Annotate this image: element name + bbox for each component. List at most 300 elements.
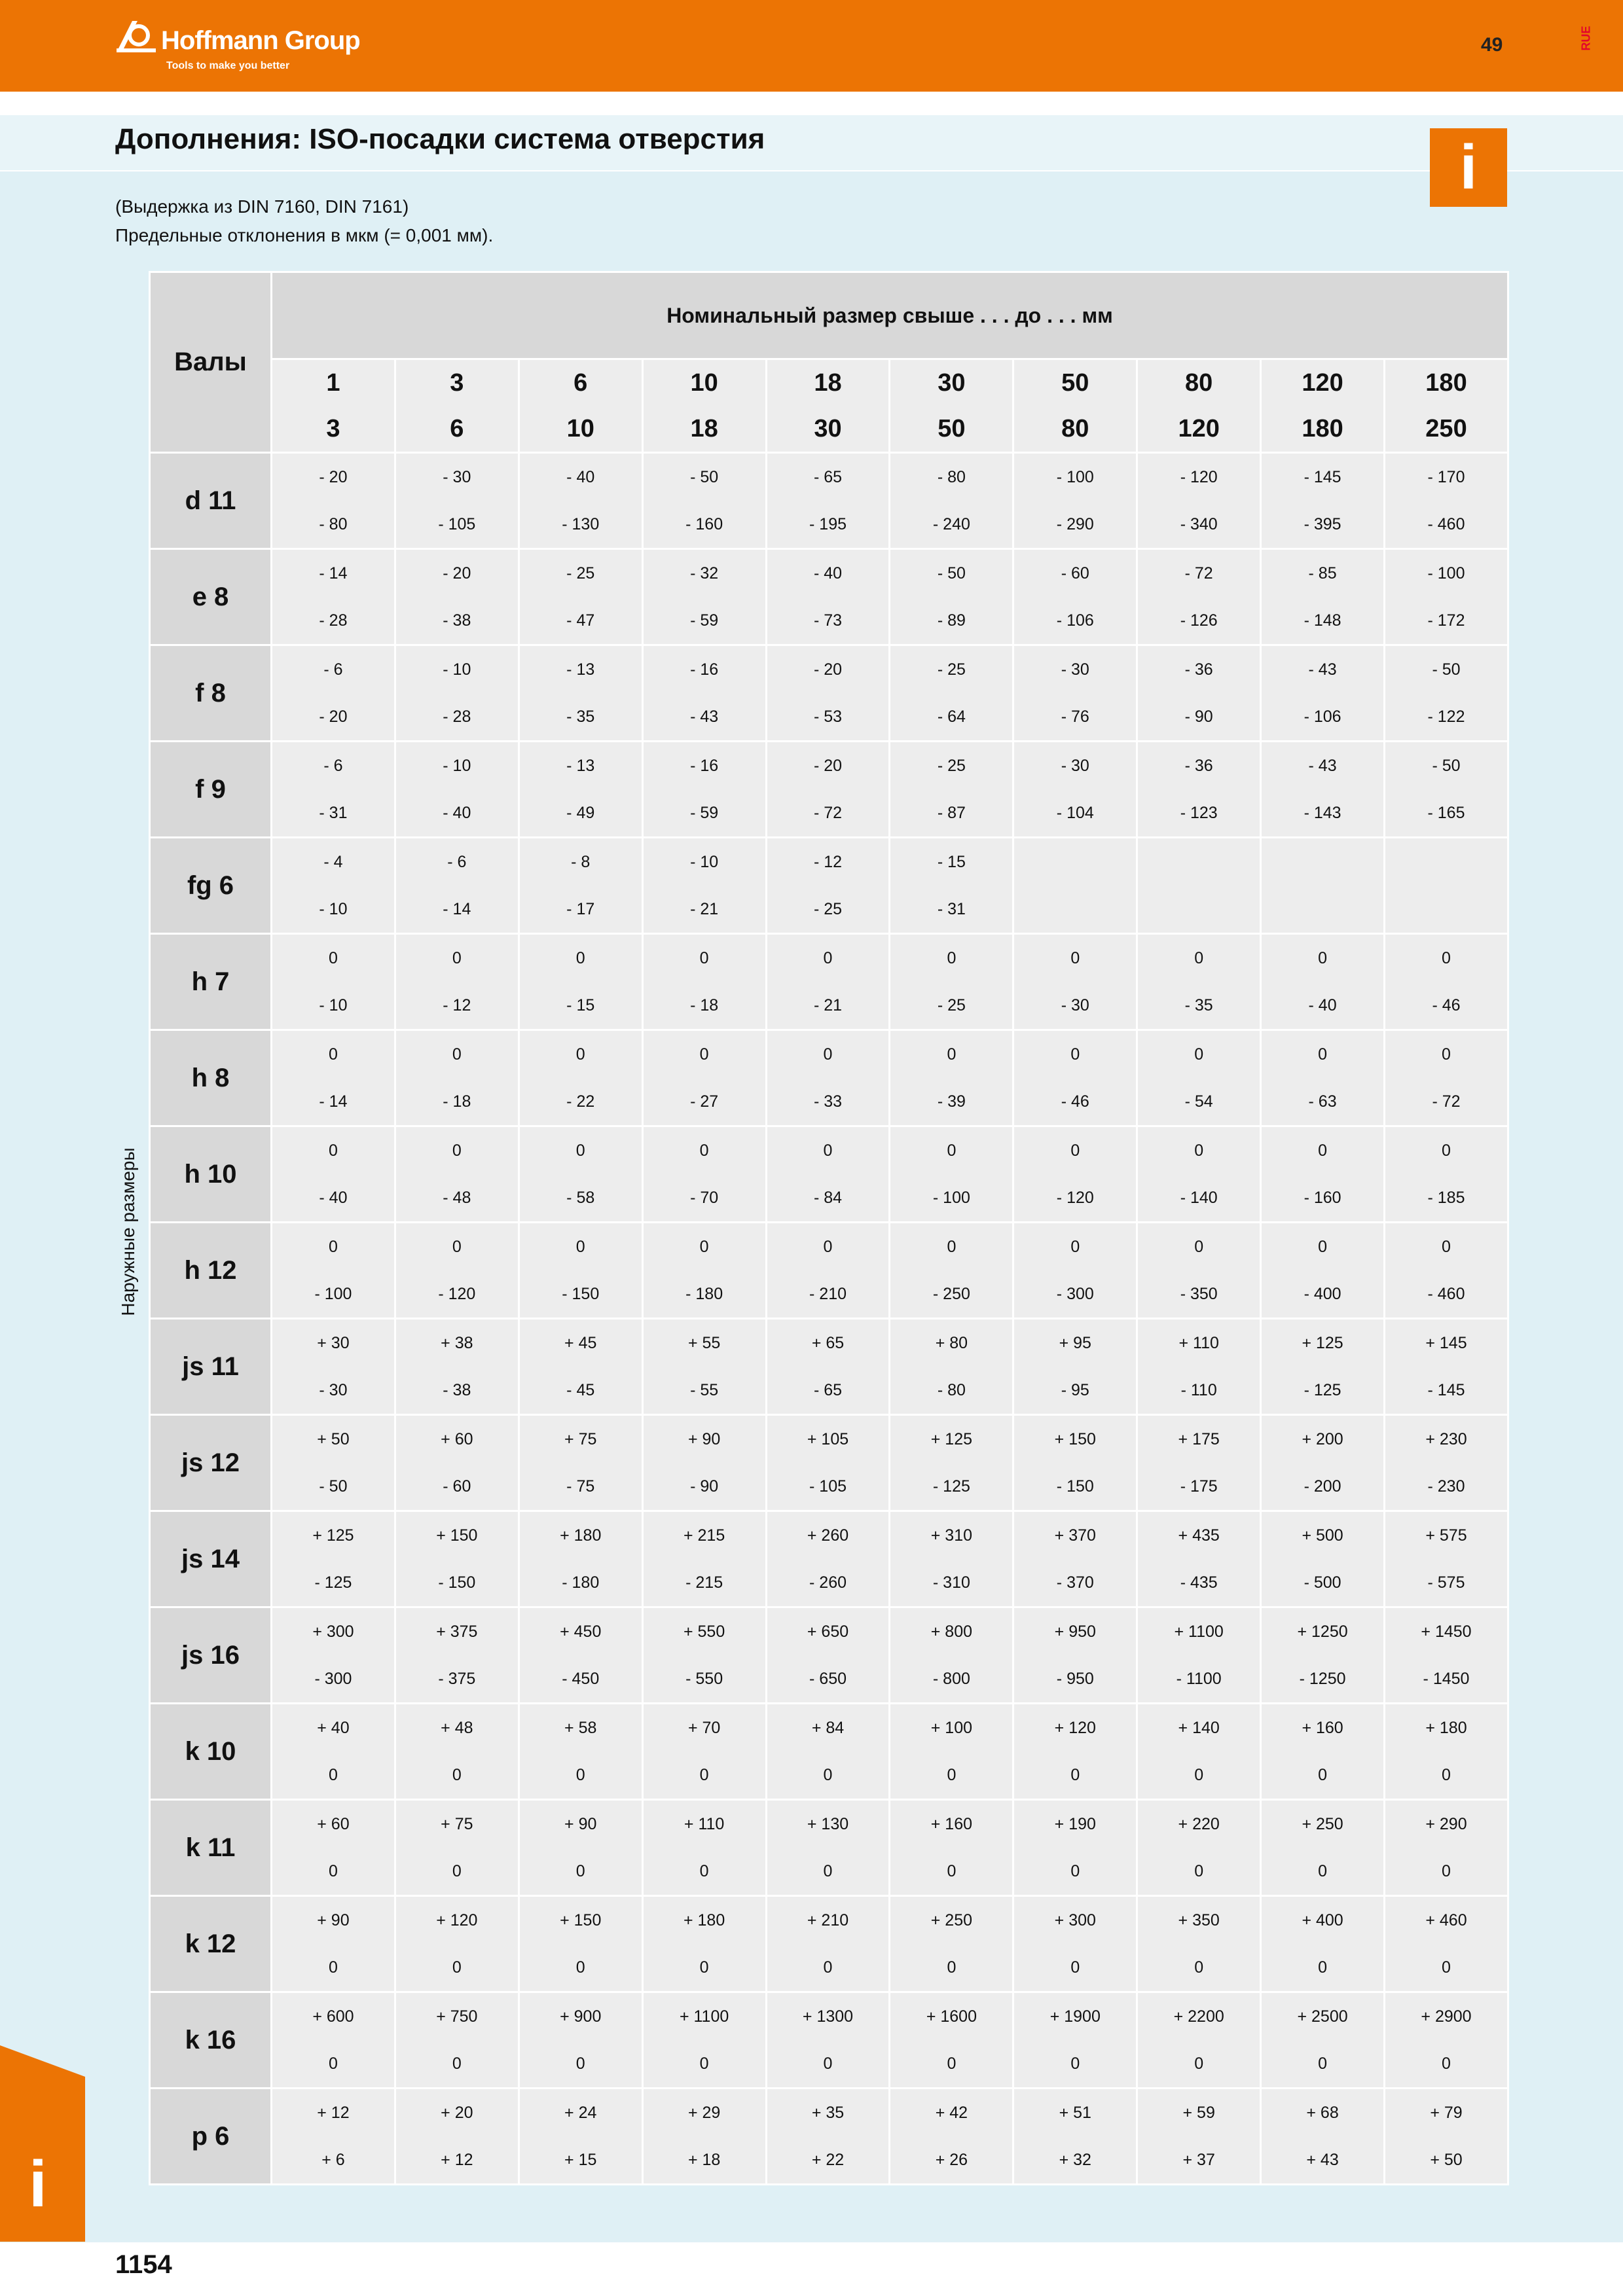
lower-deviation: - 125 bbox=[1304, 1381, 1341, 1399]
upper-deviation: + 1600 bbox=[926, 2007, 977, 2026]
lower-deviation: 0 bbox=[1318, 1862, 1328, 1880]
deviation-cell bbox=[890, 2089, 1013, 2185]
upper-deviation: 0 bbox=[575, 1238, 585, 1256]
deviation-cell bbox=[272, 1800, 395, 1896]
deviation-cell bbox=[1261, 1030, 1385, 1126]
table-row bbox=[150, 1415, 1508, 1511]
upper-deviation: - 43 bbox=[1308, 757, 1337, 775]
lower-deviation: - 21 bbox=[690, 900, 719, 918]
deviation-cell bbox=[1013, 549, 1137, 645]
lower-deviation: - 95 bbox=[1061, 1381, 1089, 1399]
upper-deviation: + 24 bbox=[564, 2104, 597, 2122]
lower-deviation: 0 bbox=[1194, 1862, 1204, 1880]
lower-deviation: - 460 bbox=[1427, 1285, 1465, 1303]
upper-deviation: 0 bbox=[1442, 1141, 1451, 1160]
deviation-cell bbox=[766, 1896, 890, 1992]
fit-label: k 10 bbox=[150, 1704, 272, 1800]
lower-deviation: - 45 bbox=[566, 1381, 595, 1399]
lower-deviation: - 130 bbox=[562, 515, 600, 533]
fit-label: js 12 bbox=[150, 1415, 272, 1511]
deviation-cell bbox=[766, 1030, 890, 1126]
upper-deviation: 0 bbox=[1070, 1045, 1080, 1064]
deviation-cell bbox=[890, 1800, 1013, 1896]
lower-deviation: 0 bbox=[328, 1766, 338, 1784]
lower-deviation: 0 bbox=[1194, 1958, 1204, 1977]
deviation-cell bbox=[766, 1415, 890, 1511]
upper-deviation: 0 bbox=[947, 1141, 957, 1160]
deviation-cell bbox=[890, 1896, 1013, 1992]
lower-deviation: 0 bbox=[1070, 1862, 1080, 1880]
lower-deviation: - 105 bbox=[809, 1477, 847, 1496]
deviation-cell bbox=[766, 1511, 890, 1607]
upper-deviation: 0 bbox=[328, 949, 338, 967]
fit-label: js 14 bbox=[150, 1511, 272, 1607]
range-from: 3 bbox=[450, 369, 464, 397]
upper-deviation: 0 bbox=[1070, 1238, 1080, 1256]
upper-deviation: 0 bbox=[328, 1045, 338, 1064]
deviation-cell bbox=[1385, 1223, 1508, 1319]
upper-deviation: - 13 bbox=[566, 660, 595, 679]
upper-deviation: + 370 bbox=[1054, 1526, 1096, 1545]
fit-label: k 11 bbox=[150, 1800, 272, 1896]
deviation-cell bbox=[1385, 1126, 1508, 1223]
deviation-cell bbox=[519, 1223, 642, 1319]
upper-deviation: 0 bbox=[1318, 1238, 1328, 1256]
upper-deviation: - 36 bbox=[1184, 757, 1213, 775]
deviation-cell bbox=[1013, 934, 1137, 1030]
lower-deviation: 0 bbox=[452, 1958, 462, 1977]
deviation-cell bbox=[272, 1896, 395, 1992]
lower-deviation: 0 bbox=[823, 2054, 833, 2073]
lower-deviation: - 18 bbox=[443, 1092, 471, 1111]
upper-deviation: 0 bbox=[699, 949, 709, 967]
deviation-cell bbox=[395, 453, 519, 549]
deviation-cell bbox=[1261, 453, 1385, 549]
upper-deviation: + 84 bbox=[811, 1719, 845, 1737]
upper-deviation: - 13 bbox=[566, 757, 595, 775]
lower-deviation: - 300 bbox=[314, 1670, 352, 1688]
lower-deviation: - 160 bbox=[685, 515, 723, 533]
upper-deviation: + 110 bbox=[684, 1815, 725, 1833]
range-to: 80 bbox=[1061, 415, 1089, 442]
range-from: 120 bbox=[1302, 369, 1343, 397]
deviation-cell bbox=[1137, 2089, 1261, 2185]
lower-deviation: - 72 bbox=[813, 804, 843, 822]
fit-label: p 6 bbox=[150, 2089, 272, 2185]
upper-deviation: - 25 bbox=[566, 564, 595, 583]
lower-deviation: - 59 bbox=[690, 804, 719, 822]
nominal-size-header: Номинальный размер свыше . . . до . . . мм bbox=[272, 272, 1508, 359]
range-from: 10 bbox=[690, 369, 718, 397]
upper-deviation: + 150 bbox=[560, 1911, 602, 1929]
deviation-cell bbox=[395, 1223, 519, 1319]
lower-deviation: - 1100 bbox=[1176, 1670, 1222, 1688]
deviation-cell bbox=[519, 1607, 642, 1704]
deviation-cell bbox=[642, 742, 766, 838]
upper-deviation: - 50 bbox=[1432, 660, 1461, 679]
footer-band bbox=[0, 2242, 1623, 2296]
upper-deviation: 0 bbox=[1194, 1045, 1204, 1064]
brand-tagline: Tools to make you better bbox=[166, 60, 290, 71]
upper-deviation: + 125 bbox=[930, 1430, 973, 1448]
range-from: 50 bbox=[1061, 369, 1089, 397]
upper-deviation: + 2200 bbox=[1173, 2007, 1224, 2026]
lower-deviation: - 22 bbox=[566, 1092, 595, 1111]
page-number-top: 49 bbox=[1481, 34, 1503, 56]
lower-deviation: - 35 bbox=[566, 708, 595, 726]
upper-deviation: - 20 bbox=[813, 757, 843, 775]
deviation-cell bbox=[1013, 1800, 1137, 1896]
deviation-cell bbox=[766, 934, 890, 1030]
fit-label: js 16 bbox=[150, 1607, 272, 1704]
upper-deviation: + 650 bbox=[807, 1623, 849, 1641]
deviation-cell bbox=[642, 934, 766, 1030]
deviation-cell bbox=[642, 1896, 766, 1992]
lower-deviation: - 106 bbox=[1304, 708, 1341, 726]
upper-deviation: + 250 bbox=[1302, 1815, 1343, 1833]
deviation-cell bbox=[272, 453, 395, 549]
lower-deviation: - 460 bbox=[1427, 515, 1465, 533]
deviation-cell bbox=[1013, 1319, 1137, 1415]
lower-deviation: + 50 bbox=[1430, 2151, 1463, 2169]
deviation-cell bbox=[272, 2089, 395, 2185]
fit-label: h 7 bbox=[150, 934, 272, 1030]
lower-deviation: 0 bbox=[1070, 2054, 1080, 2073]
lower-deviation: - 30 bbox=[1061, 996, 1089, 1014]
table-body bbox=[150, 453, 1508, 2185]
lower-deviation: - 150 bbox=[562, 1285, 600, 1303]
lower-deviation: 0 bbox=[699, 1766, 709, 1784]
fit-label: h 8 bbox=[150, 1030, 272, 1126]
range-from: 6 bbox=[574, 369, 588, 397]
lower-deviation: - 14 bbox=[319, 1092, 348, 1111]
deviation-cell bbox=[766, 1704, 890, 1800]
deviation-cell bbox=[642, 1800, 766, 1896]
upper-deviation: + 150 bbox=[436, 1526, 478, 1545]
deviation-cell bbox=[519, 742, 642, 838]
upper-deviation: 0 bbox=[1442, 1045, 1451, 1064]
deviation-cell bbox=[766, 1319, 890, 1415]
lower-deviation: 0 bbox=[452, 2054, 462, 2073]
size-range-header bbox=[1013, 359, 1137, 453]
lower-deviation: - 120 bbox=[1056, 1189, 1094, 1207]
upper-deviation: + 1100 bbox=[679, 2007, 729, 2026]
lower-deviation: - 100 bbox=[932, 1189, 970, 1207]
lower-deviation: - 40 bbox=[443, 804, 471, 822]
upper-deviation: 0 bbox=[1194, 949, 1204, 967]
upper-deviation: 0 bbox=[1318, 1141, 1328, 1160]
upper-deviation: - 60 bbox=[1061, 564, 1089, 583]
lower-deviation: - 39 bbox=[937, 1092, 966, 1111]
lower-deviation: - 14 bbox=[443, 900, 471, 918]
lower-deviation: - 60 bbox=[443, 1477, 471, 1496]
lower-deviation: - 43 bbox=[690, 708, 719, 726]
upper-deviation: + 68 bbox=[1306, 2104, 1339, 2122]
fit-label: f 8 bbox=[150, 645, 272, 742]
lower-deviation: - 195 bbox=[809, 515, 847, 533]
lower-deviation: 0 bbox=[1442, 1958, 1451, 1977]
deviation-cell bbox=[766, 1126, 890, 1223]
deviation-cell bbox=[642, 453, 766, 549]
upper-deviation: - 50 bbox=[1432, 757, 1461, 775]
deviation-cell bbox=[519, 1704, 642, 1800]
size-range-header bbox=[766, 359, 890, 453]
lower-deviation: - 48 bbox=[443, 1189, 471, 1207]
lower-deviation: 0 bbox=[1318, 2054, 1328, 2073]
lower-deviation: 0 bbox=[328, 2054, 338, 2073]
upper-deviation: + 260 bbox=[807, 1526, 849, 1545]
deviation-cell bbox=[395, 1126, 519, 1223]
upper-deviation: + 105 bbox=[807, 1430, 849, 1448]
deviation-cell bbox=[1137, 934, 1261, 1030]
upper-deviation: + 79 bbox=[1430, 2104, 1463, 2122]
lower-deviation: - 55 bbox=[690, 1381, 719, 1399]
deviation-cell bbox=[766, 2089, 890, 2185]
lower-deviation: - 435 bbox=[1180, 1573, 1218, 1592]
lower-deviation: - 104 bbox=[1056, 804, 1094, 822]
deviation-cell bbox=[272, 1415, 395, 1511]
lower-deviation: - 260 bbox=[809, 1573, 847, 1592]
language-code: RUE bbox=[1579, 26, 1593, 51]
lower-deviation: 0 bbox=[823, 1958, 833, 1977]
upper-deviation: 0 bbox=[452, 1238, 462, 1256]
deviation-cell bbox=[1137, 742, 1261, 838]
deviation-cell bbox=[1385, 742, 1508, 838]
lower-deviation: - 310 bbox=[932, 1573, 970, 1592]
deviation-cell bbox=[1137, 1800, 1261, 1896]
upper-deviation: - 72 bbox=[1184, 564, 1213, 583]
lower-deviation: - 125 bbox=[314, 1573, 352, 1592]
deviation-cell bbox=[1385, 1511, 1508, 1607]
lower-deviation: - 165 bbox=[1427, 804, 1465, 822]
deviation-cell bbox=[1137, 1415, 1261, 1511]
deviation-cell bbox=[1013, 1607, 1137, 1704]
info-icon: i bbox=[1430, 128, 1507, 207]
deviation-cell bbox=[766, 1607, 890, 1704]
upper-deviation: - 16 bbox=[690, 757, 719, 775]
lower-deviation: - 450 bbox=[562, 1670, 600, 1688]
upper-deviation: + 500 bbox=[1302, 1526, 1343, 1545]
upper-deviation: - 40 bbox=[566, 468, 595, 486]
table-row bbox=[150, 1896, 1508, 1992]
lower-deviation: - 148 bbox=[1304, 611, 1341, 630]
deviation-cell bbox=[766, 1223, 890, 1319]
upper-deviation: + 575 bbox=[1425, 1526, 1467, 1545]
upper-deviation: + 215 bbox=[683, 1526, 725, 1545]
table-row bbox=[150, 934, 1508, 1030]
upper-deviation: - 14 bbox=[319, 564, 348, 583]
lower-deviation: - 105 bbox=[438, 515, 476, 533]
upper-deviation: + 75 bbox=[564, 1430, 597, 1448]
deviation-cell bbox=[1261, 645, 1385, 742]
deviation-cell bbox=[766, 645, 890, 742]
lower-deviation: - 126 bbox=[1180, 611, 1218, 630]
deviation-cell bbox=[1013, 1126, 1137, 1223]
upper-deviation: + 100 bbox=[930, 1719, 973, 1737]
upper-deviation: + 310 bbox=[930, 1526, 973, 1545]
deviation-cell bbox=[395, 1800, 519, 1896]
lower-deviation: - 175 bbox=[1180, 1477, 1218, 1496]
lower-deviation: - 370 bbox=[1056, 1573, 1094, 1592]
lower-deviation: - 38 bbox=[443, 611, 471, 630]
upper-deviation: - 65 bbox=[813, 468, 843, 486]
deviation-cell bbox=[272, 1030, 395, 1126]
lower-deviation: - 150 bbox=[438, 1573, 476, 1592]
deviation-cell bbox=[272, 1319, 395, 1415]
top-header-bar bbox=[0, 0, 1623, 92]
deviation-cell bbox=[1385, 2089, 1508, 2185]
lower-deviation: - 160 bbox=[1304, 1189, 1341, 1207]
upper-deviation: + 140 bbox=[1178, 1719, 1220, 1737]
lower-deviation: - 125 bbox=[932, 1477, 970, 1496]
upper-deviation: 0 bbox=[1318, 1045, 1328, 1064]
upper-deviation: + 175 bbox=[1178, 1430, 1220, 1448]
deviation-cell bbox=[1013, 1511, 1137, 1607]
corner-info-icon: i bbox=[29, 2147, 47, 2221]
lower-deviation: 0 bbox=[1194, 2054, 1204, 2073]
lower-deviation: - 76 bbox=[1061, 708, 1089, 726]
deviation-cell bbox=[890, 742, 1013, 838]
lower-deviation: - 84 bbox=[813, 1189, 843, 1207]
upper-deviation: - 170 bbox=[1427, 468, 1465, 486]
deviation-cell bbox=[395, 549, 519, 645]
upper-deviation: 0 bbox=[1070, 1141, 1080, 1160]
lower-deviation: - 240 bbox=[932, 515, 970, 533]
deviation-cell bbox=[1261, 1511, 1385, 1607]
deviation-cell bbox=[1137, 1223, 1261, 1319]
lower-deviation: - 58 bbox=[566, 1189, 595, 1207]
upper-deviation: - 100 bbox=[1427, 564, 1465, 583]
lower-deviation: - 950 bbox=[1056, 1670, 1094, 1688]
upper-deviation: + 300 bbox=[1054, 1911, 1096, 1929]
deviation-cell bbox=[642, 1415, 766, 1511]
upper-deviation: - 6 bbox=[447, 853, 467, 871]
deviation-cell bbox=[1137, 1896, 1261, 1992]
hoffmann-logo-icon bbox=[115, 16, 161, 62]
upper-deviation: + 145 bbox=[1425, 1334, 1467, 1352]
deviation-cell bbox=[395, 2089, 519, 2185]
upper-deviation: + 59 bbox=[1182, 2104, 1215, 2122]
upper-deviation: - 120 bbox=[1180, 468, 1218, 486]
deviation-cell bbox=[642, 838, 766, 934]
deviation-cell bbox=[519, 838, 642, 934]
deviation-cell bbox=[272, 1223, 395, 1319]
lower-deviation: 0 bbox=[328, 1862, 338, 1880]
deviation-cell bbox=[1385, 1704, 1508, 1800]
upper-deviation: + 29 bbox=[687, 2104, 721, 2122]
upper-deviation: + 80 bbox=[935, 1334, 968, 1352]
upper-deviation: + 1450 bbox=[1421, 1623, 1472, 1641]
lower-deviation: - 650 bbox=[809, 1670, 847, 1688]
lower-deviation: - 75 bbox=[566, 1477, 595, 1496]
lower-deviation: - 80 bbox=[319, 515, 348, 533]
lower-deviation: - 15 bbox=[566, 996, 595, 1014]
upper-deviation: - 8 bbox=[571, 853, 591, 871]
table-row bbox=[150, 1607, 1508, 1704]
deviation-cell bbox=[519, 934, 642, 1030]
lower-deviation: - 31 bbox=[319, 804, 348, 822]
deviation-cell bbox=[395, 645, 519, 742]
deviation-cell bbox=[890, 549, 1013, 645]
upper-deviation: 0 bbox=[699, 1141, 709, 1160]
subtitle-source: (Выдержка из DIN 7160, DIN 7161) bbox=[115, 196, 409, 217]
deviation-cell bbox=[1261, 1800, 1385, 1896]
lower-deviation: - 180 bbox=[685, 1285, 723, 1303]
deviation-cell bbox=[642, 645, 766, 742]
deviation-cell bbox=[642, 1607, 766, 1704]
upper-deviation: + 125 bbox=[312, 1526, 354, 1545]
upper-deviation: 0 bbox=[947, 949, 957, 967]
deviation-cell bbox=[890, 1607, 1013, 1704]
range-to: 50 bbox=[938, 415, 966, 442]
upper-deviation: + 800 bbox=[930, 1623, 973, 1641]
upper-deviation: + 65 bbox=[811, 1334, 845, 1352]
lower-deviation: - 500 bbox=[1304, 1573, 1341, 1592]
upper-deviation: + 45 bbox=[564, 1334, 597, 1352]
upper-deviation: - 40 bbox=[813, 564, 843, 583]
lower-deviation: - 21 bbox=[813, 996, 843, 1014]
table-row bbox=[150, 1992, 1508, 2089]
upper-deviation: 0 bbox=[452, 1045, 462, 1064]
table-row bbox=[150, 549, 1508, 645]
deviation-cell bbox=[1137, 1319, 1261, 1415]
upper-deviation: + 90 bbox=[687, 1430, 721, 1448]
deviation-cell bbox=[519, 549, 642, 645]
lower-deviation: - 28 bbox=[319, 611, 348, 630]
brand-name: Hoffmann Group bbox=[161, 26, 360, 55]
deviation-cell bbox=[890, 1704, 1013, 1800]
upper-deviation: + 160 bbox=[1302, 1719, 1343, 1737]
lower-deviation: + 22 bbox=[811, 2151, 845, 2169]
upper-deviation: - 10 bbox=[443, 757, 471, 775]
lower-deviation: - 18 bbox=[690, 996, 719, 1014]
upper-deviation: + 1300 bbox=[802, 2007, 854, 2026]
lower-deviation: - 80 bbox=[937, 1381, 966, 1399]
upper-deviation: + 90 bbox=[317, 1911, 350, 1929]
deviation-cell bbox=[890, 934, 1013, 1030]
upper-deviation: + 230 bbox=[1425, 1430, 1467, 1448]
upper-deviation: - 100 bbox=[1056, 468, 1094, 486]
lower-deviation: - 290 bbox=[1056, 515, 1094, 533]
lower-deviation: - 33 bbox=[813, 1092, 843, 1111]
deviation-cell bbox=[272, 1704, 395, 1800]
table-row bbox=[150, 1223, 1508, 1319]
page-title: Дополнения: ISO-посадки система отверстия bbox=[115, 123, 765, 155]
upper-deviation: 0 bbox=[1194, 1238, 1204, 1256]
upper-deviation: + 435 bbox=[1178, 1526, 1220, 1545]
deviation-cell bbox=[1013, 1704, 1137, 1800]
deviation-cell bbox=[272, 838, 395, 934]
upper-deviation: - 145 bbox=[1304, 468, 1341, 486]
upper-deviation: - 20 bbox=[813, 660, 843, 679]
upper-deviation: 0 bbox=[823, 1238, 833, 1256]
lower-deviation: + 6 bbox=[321, 2151, 345, 2169]
lower-deviation: 0 bbox=[947, 1958, 957, 1977]
deviation-cell bbox=[766, 549, 890, 645]
upper-deviation: 0 bbox=[1442, 1238, 1451, 1256]
table-row bbox=[150, 1319, 1508, 1415]
lower-deviation: - 47 bbox=[566, 611, 595, 630]
deviation-cell bbox=[1137, 1704, 1261, 1800]
lower-deviation: 0 bbox=[699, 1958, 709, 1977]
lower-deviation: 0 bbox=[575, 1862, 585, 1880]
deviation-cell bbox=[1013, 838, 1137, 934]
upper-deviation: + 38 bbox=[441, 1334, 473, 1352]
deviation-cell bbox=[890, 453, 1013, 549]
upper-deviation: + 1100 bbox=[1174, 1623, 1224, 1641]
upper-deviation: 0 bbox=[1070, 949, 1080, 967]
table-row bbox=[150, 1126, 1508, 1223]
